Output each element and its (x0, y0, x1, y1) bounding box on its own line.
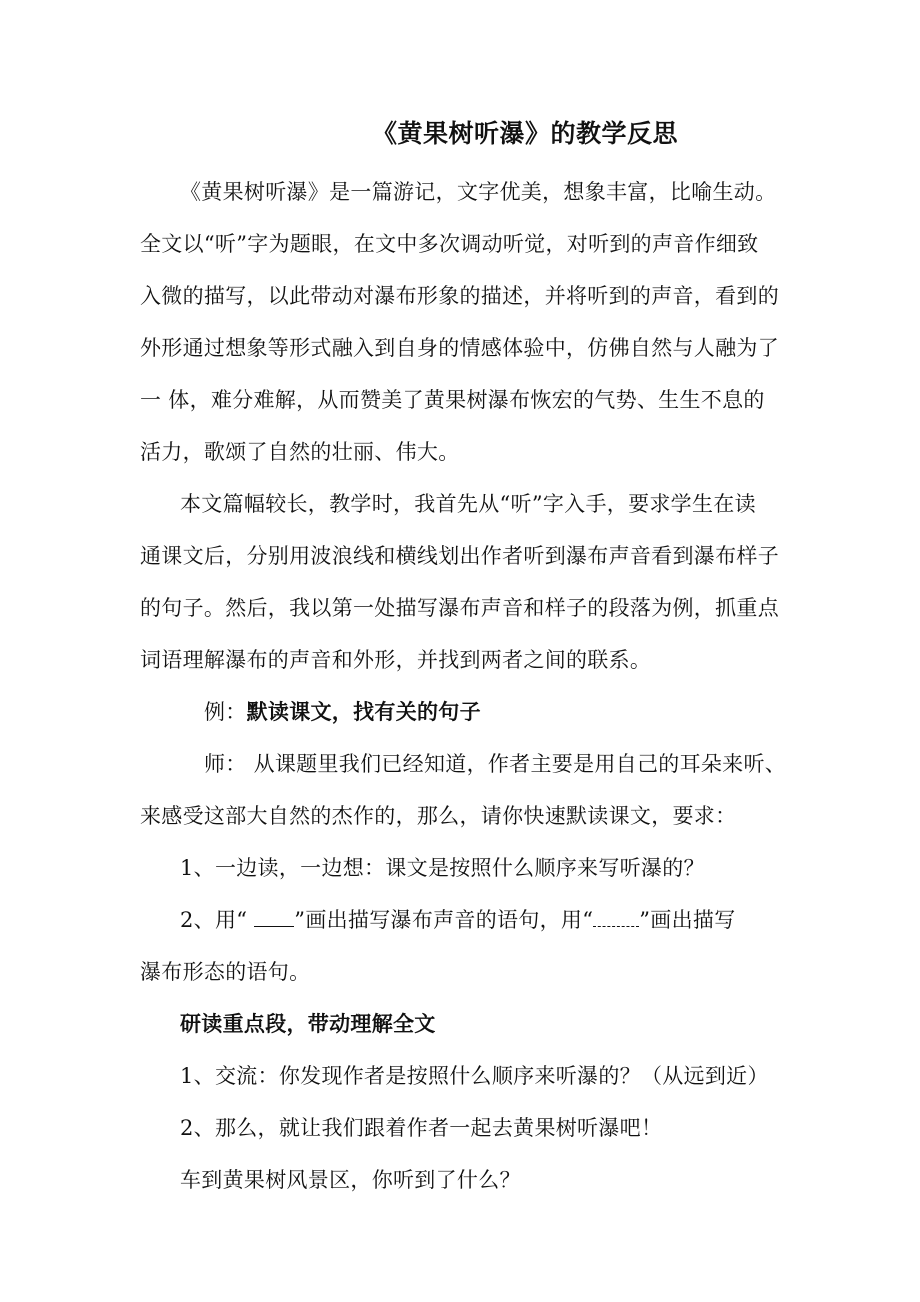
question-1: 1、交流：你发现作者是按照什么顺序来听瀑的？（从远到近） (180, 1064, 769, 1088)
paragraph-1-line-1: 《黄果树听瀑》是一篇游记，文字优美，想象丰富，比喻生动。 (180, 180, 777, 204)
paragraph-2-line-3: 的句子。然后，我以第一处描写瀑布声音和样子的段落为例，抓重点 (140, 596, 779, 620)
paragraph-2-line-4: 词语理解瀑布的声音和外形，并找到两者之间的联系。 (140, 648, 652, 672)
teacher-line-1: 师： 从课题里我们已经知道，作者主要是用自己的耳朵来听、 (204, 752, 787, 776)
item-2-line-2: 瀑布形态的语句。 (140, 960, 311, 984)
paragraph-2-line-2: 通课文后，分别用波浪线和横线划出作者听到瀑布声音看到瀑布样子 (140, 544, 779, 568)
wavy-underline-blank (593, 912, 639, 927)
paragraph-1-line-5: 一 体，难分难解，从而赞美了黄果树瀑布恢宏的气势、生生不息的 (140, 388, 765, 412)
question-3: 车到黄果树风景区，你听到了什么？ (180, 1168, 521, 1192)
paragraph-1-line-4: 外形通过想象等形式融入到自身的情感体验中，仿佛自然与人融为了 (140, 336, 779, 360)
straight-underline-blank (254, 912, 294, 927)
document-title: 《黄果树听瀑》的教学反思 (372, 119, 679, 148)
item-2-part-b: ”画出描写瀑布声音的语句，用“ (294, 908, 594, 932)
item-2-line-1 (180, 904, 736, 934)
example-bold-text: 默读课文，找有关的句子 (246, 699, 481, 724)
paragraph-1-line-6: 活力，歌颂了自然的壮丽、伟大。 (140, 440, 460, 464)
paragraph-1-line-3: 入微的描写，以此带动对瀑布形象的描述，并将听到的声音，看到的 (140, 284, 779, 308)
question-2: 2、那么，就让我们跟着作者一起去黄果树听瀑吧！ (180, 1116, 663, 1140)
item-2-part-a: 2、用“ (180, 908, 255, 932)
example-line (204, 696, 481, 726)
item-2-part-c: ”画出描写 (639, 908, 736, 932)
teacher-line-2: 来感受这部大自然的杰作的，那么，请你快速默读课文，要求： (140, 804, 737, 828)
item-1: 1、一边读，一边想：课文是按照什么顺序来写听瀑的？ (180, 856, 705, 880)
paragraph-1-line-2: 全文以“听”字为题眼，在文中多次调动听觉，对听到的声音作细致 (140, 232, 759, 256)
example-prefix: 例： (204, 700, 247, 724)
paragraph-2-line-1: 本文篇幅较长，教学时，我首先从“听”字入手，要求学生在读 (180, 492, 756, 516)
section-heading: 研读重点段，带动理解全文 (180, 1011, 436, 1036)
